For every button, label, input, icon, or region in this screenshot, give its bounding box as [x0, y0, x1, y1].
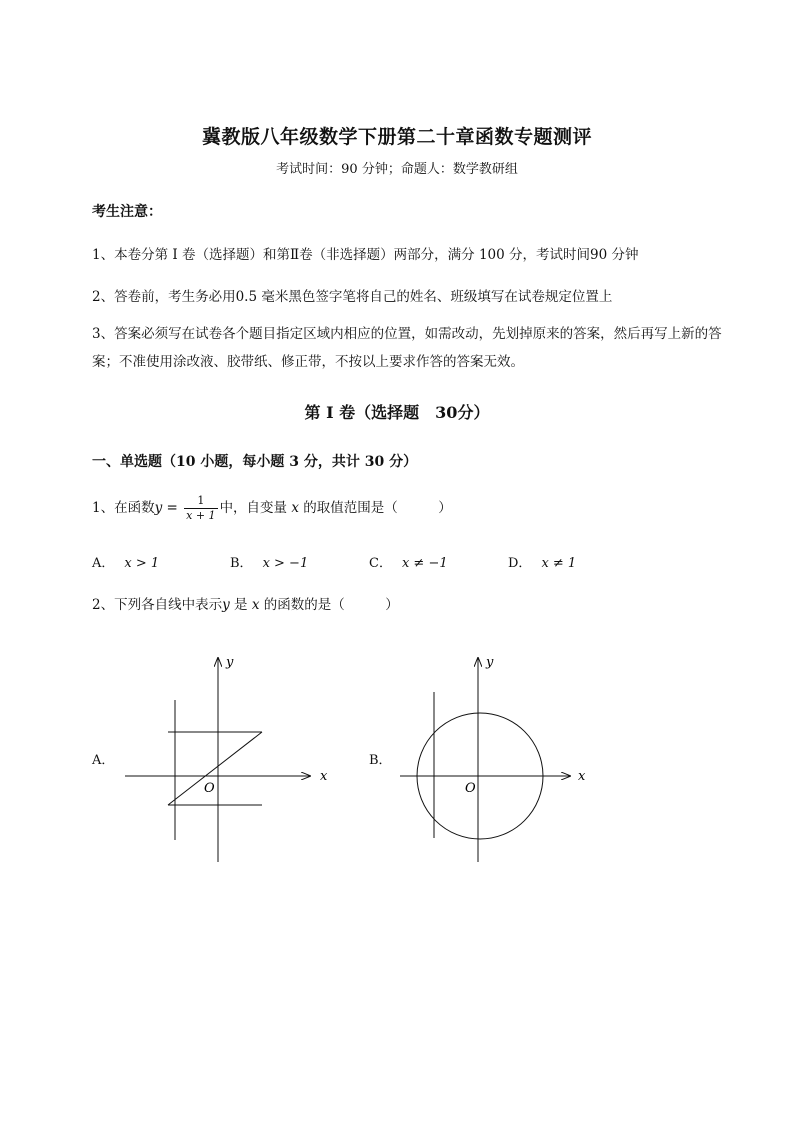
- question-1-fraction: [184, 494, 217, 523]
- section-title: 第 I 卷（选择题 30分）: [304, 403, 490, 422]
- question-2-var-y: y: [222, 597, 230, 613]
- question-1: [92, 494, 452, 523]
- graph-a-x-label: x: [320, 769, 328, 784]
- question-1-text-a: 中，自变量: [219, 500, 292, 516]
- graph-b-origin-label: O: [465, 781, 476, 796]
- question-1-var-x: x: [291, 500, 299, 516]
- question-2-suffix: 的函数的是（ ）: [259, 597, 399, 613]
- option-d-expr: x ≠ 1: [541, 556, 577, 571]
- option-c-expr: x ≠ −1: [401, 556, 448, 571]
- question-2: [92, 593, 399, 613]
- question-2-var-x: x: [251, 597, 260, 613]
- notice-item-3: 3、答案必须写在试卷各个题目指定区域内相应的位置，如需改动，先划掉原来的答案，然后再写上新的答案；不准使用涂改液、胶带纸、修正带，不按以上要求作答的答案无效。: [92, 326, 722, 370]
- question-2-mid: 是: [229, 597, 252, 613]
- fraction-denominator: x + 1: [186, 509, 216, 522]
- graph-a: [115, 650, 340, 868]
- fraction-numerator: 1: [184, 494, 217, 509]
- option-b-expr: x > −1: [262, 556, 309, 571]
- question-1-text-b: 的取值范围是（ ）: [298, 500, 452, 516]
- question-1-prefix: 1、在函数: [92, 500, 155, 516]
- graph-a-origin-label: O: [204, 781, 215, 796]
- page-title: 冀教版八年级数学下册第二十章函数专题测评: [201, 126, 592, 148]
- option-c[interactable]: C． x ≠ −1: [369, 556, 448, 571]
- graph-b-y-label: y: [486, 655, 494, 670]
- option-d[interactable]: D． x ≠ 1: [508, 556, 577, 571]
- notice-heading: 考生注意：: [92, 204, 162, 220]
- question-2-prefix: 2、下列各自线中表示: [92, 597, 223, 613]
- graph-a-diagonal-line: [168, 732, 262, 805]
- option-a-expr: x > 1: [124, 556, 160, 571]
- graph-b-label[interactable]: B．: [369, 753, 392, 768]
- graph-b-x-label: x: [578, 769, 586, 784]
- option-a[interactable]: A． x > 1: [92, 556, 160, 571]
- notice-item-1: 1、本卷分第 I 卷（选择题）和第Ⅱ卷（非选择题）两部分，满分 100 分，考试时间90 分钟: [92, 247, 639, 263]
- question-1-equals: =: [162, 500, 183, 516]
- graph-a-label[interactable]: A．: [92, 753, 115, 768]
- graph-b: [390, 650, 595, 868]
- question-1-var-y: y: [154, 500, 163, 516]
- notice-item-2: 2、答卷前，考生务必用0.5 毫米黑色签字笔将自己的姓名、班级填写在试卷规定位置上: [92, 289, 613, 305]
- part-heading: 一、单选题（10 小题，每小题 3 分，共计 30 分）: [92, 454, 418, 470]
- option-b[interactable]: B． x > −1: [230, 556, 309, 571]
- exam-info: 考试时间：90 分钟；命题人：数学教研组: [276, 162, 518, 177]
- graph-a-y-label: y: [226, 655, 234, 670]
